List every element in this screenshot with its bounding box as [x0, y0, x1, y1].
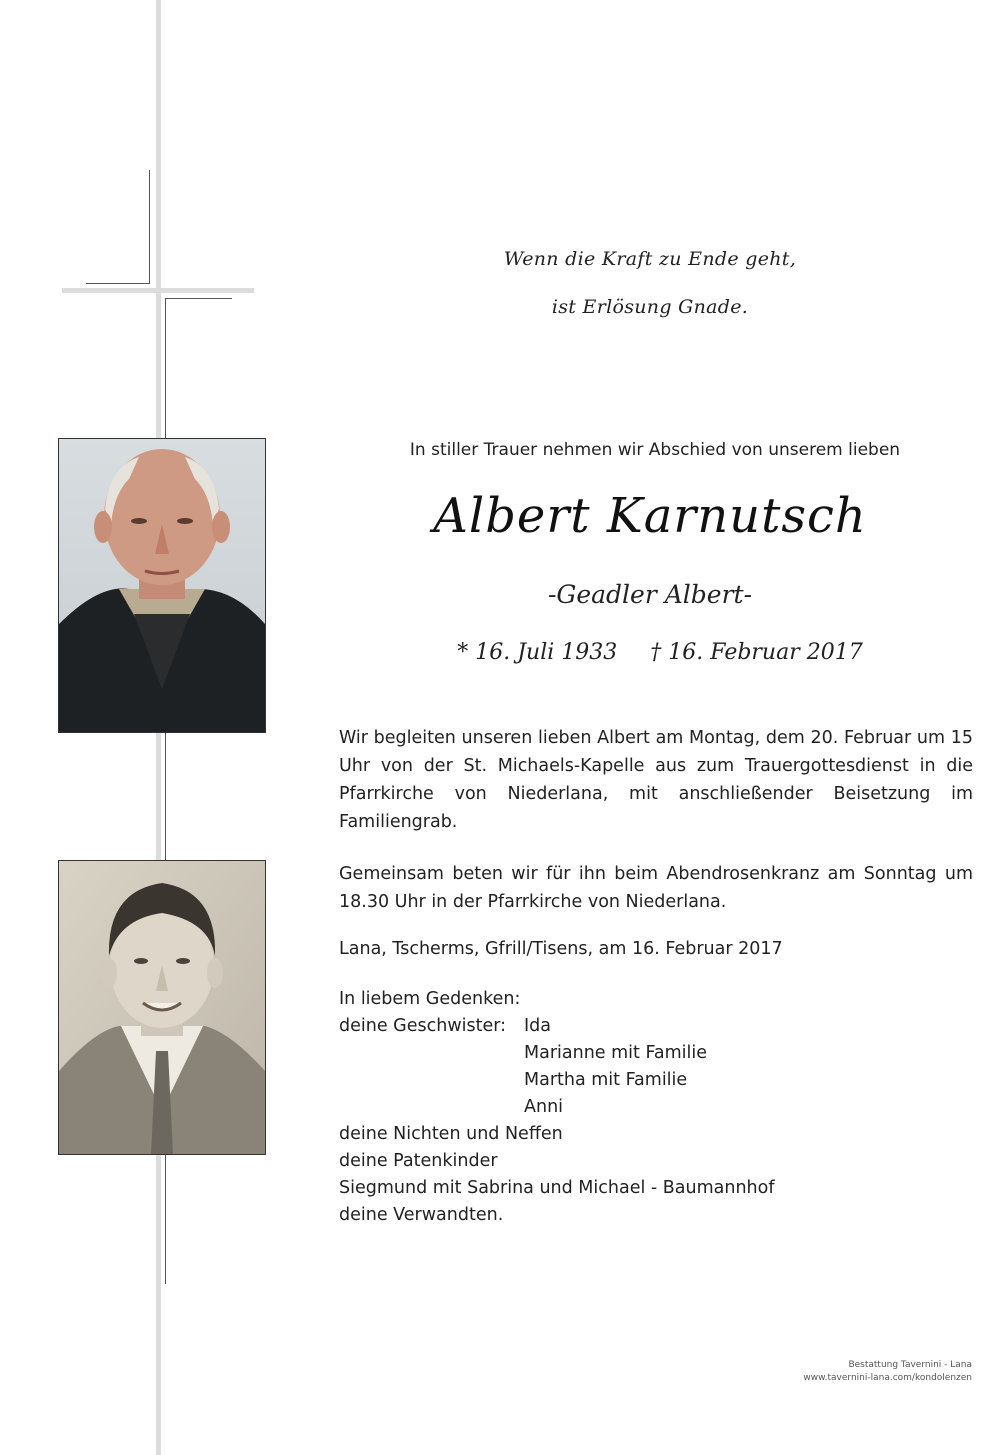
portrait-photo-elderly [58, 438, 266, 733]
mourner-line: deine Verwandten. [339, 1205, 504, 1225]
cross-outline-line [86, 283, 150, 284]
sibling-name: Ida [524, 1016, 551, 1036]
motto-line-2: ist Erlösung Gnade. [551, 296, 749, 318]
funeral-home-footer [803, 1359, 972, 1385]
mourners-heading: In liebem Gedenken: [339, 989, 521, 1009]
funeral-paragraph: Wir begleiten unseren lieben Albert am Montag, dem 20. Februar um 15 Uhr von der St. Michaels-Kapelle aus zum Trauergottesdienst in die Pfarrkirche von Niederlana, mit anschließender Beisetzung im Familiengrab. [339, 728, 973, 832]
mourner-line: deine Nichten und Neffen [339, 1124, 563, 1144]
mourners-list [339, 986, 973, 1229]
deceased-name: Albert Karnutsch [433, 488, 867, 544]
cross-outline-line [149, 170, 150, 283]
deceased-nickname: -Geadler Albert- [547, 580, 753, 609]
funeral-home-name: Bestattung Tavernini - Lana [848, 1360, 972, 1370]
siblings-row [339, 1013, 973, 1040]
intro-text: In stiller Trauer nehmen wir Abschied von unserem lieben [409, 440, 901, 460]
siblings-label: deine Geschwister: [339, 1016, 507, 1036]
rosary-paragraph: Gemeinsam beten wir für ihn beim Abendrosenkranz am Sonntag um 18.30 Uhr in der Pfarrkirche von Niederlana. [339, 864, 973, 912]
sibling-name: Martha mit Familie [524, 1070, 688, 1090]
portrait-photo-young [58, 860, 266, 1155]
place-date-line: Lana, Tscherms, Gfrill/Tisens, am 16. Februar 2017 [339, 939, 783, 959]
sibling-name: Marianne mit Familie [524, 1043, 708, 1063]
birth-date: * 16. Juli 1933 [457, 640, 618, 665]
mourner-line: deine Patenkinder [339, 1151, 498, 1171]
life-dates [400, 640, 920, 665]
death-date: † 16. Februar 2017 [650, 640, 863, 665]
sibling-name: Anni [524, 1097, 564, 1117]
mourner-line: Siegmund mit Sabrina und Michael - Baumannhof [339, 1178, 775, 1198]
cross-outline-line [165, 298, 232, 299]
motto-line-1: Wenn die Kraft zu Ende geht, [503, 248, 797, 270]
cross-horizontal-bar [62, 288, 254, 293]
condolence-url[interactable]: www.tavernini-lana.com/kondolenzen [803, 1373, 972, 1383]
